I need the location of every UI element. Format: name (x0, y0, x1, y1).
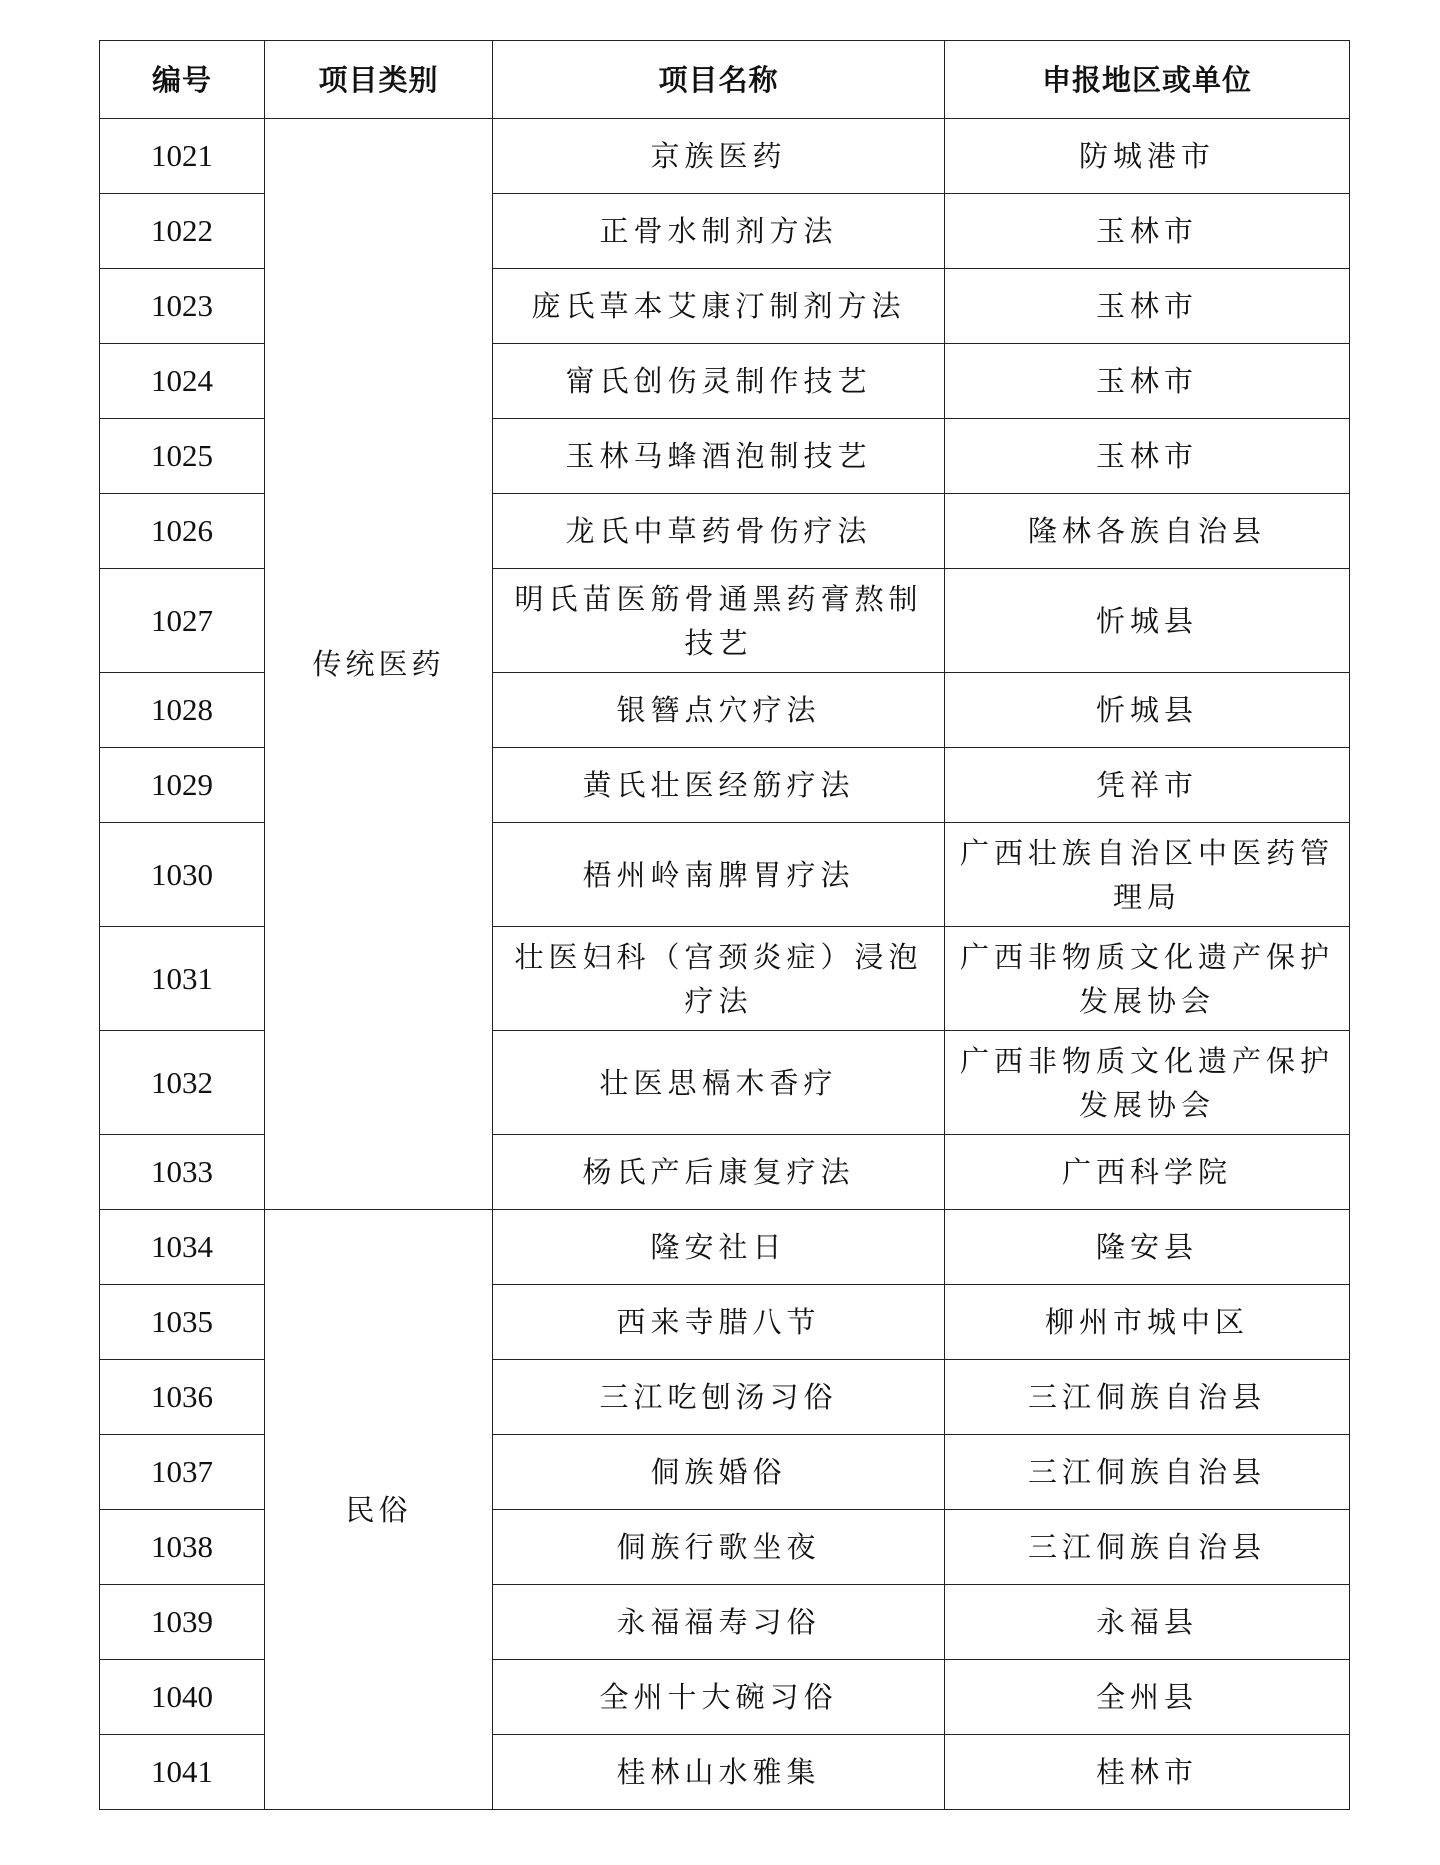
project-name: 明氏苗医筋骨通黑药膏熬制技艺 (493, 569, 945, 673)
project-name: 桂林山水雅集 (493, 1735, 945, 1810)
project-number: 1028 (100, 673, 265, 748)
project-name: 西来寺腊八节 (493, 1285, 945, 1360)
project-number: 1038 (100, 1510, 265, 1585)
project-number: 1029 (100, 748, 265, 823)
project-region: 三江侗族自治县 (945, 1435, 1350, 1510)
project-region: 玉林市 (945, 344, 1350, 419)
project-number: 1026 (100, 494, 265, 569)
project-region: 防城港市 (945, 119, 1350, 194)
table-body (100, 119, 1350, 1810)
project-number: 1022 (100, 194, 265, 269)
project-name: 甯氏创伤灵制作技艺 (493, 344, 945, 419)
project-number: 1035 (100, 1285, 265, 1360)
project-number: 1021 (100, 119, 265, 194)
project-region: 玉林市 (945, 419, 1350, 494)
project-number: 1037 (100, 1435, 265, 1510)
project-region: 永福县 (945, 1585, 1350, 1660)
project-region: 忻城县 (945, 673, 1350, 748)
project-name: 庞氏草本艾康汀制剂方法 (493, 269, 945, 344)
project-name: 正骨水制剂方法 (493, 194, 945, 269)
project-name: 京族医药 (493, 119, 945, 194)
project-name: 玉林马蜂酒泡制技艺 (493, 419, 945, 494)
project-number: 1023 (100, 269, 265, 344)
project-number: 1036 (100, 1360, 265, 1435)
table-row (100, 1210, 1350, 1285)
project-region: 广西壮族自治区中医药管理局 (945, 823, 1350, 927)
header-category: 项目类别 (265, 41, 493, 119)
category-cell: 民俗 (265, 1210, 493, 1810)
project-region: 桂林市 (945, 1735, 1350, 1810)
project-region: 柳州市城中区 (945, 1285, 1350, 1360)
project-name: 壮医妇科（宫颈炎症）浸泡疗法 (493, 927, 945, 1031)
project-region: 凭祥市 (945, 748, 1350, 823)
project-name: 侗族婚俗 (493, 1435, 945, 1510)
table-row (100, 119, 1350, 194)
project-number: 1030 (100, 823, 265, 927)
project-region: 玉林市 (945, 269, 1350, 344)
project-name: 银簪点穴疗法 (493, 673, 945, 748)
project-region: 隆林各族自治县 (945, 494, 1350, 569)
project-name: 三江吃刨汤习俗 (493, 1360, 945, 1435)
project-number: 1031 (100, 927, 265, 1031)
project-region: 三江侗族自治县 (945, 1510, 1350, 1585)
project-name: 梧州岭南脾胃疗法 (493, 823, 945, 927)
project-name: 侗族行歌坐夜 (493, 1510, 945, 1585)
table-header (100, 41, 1350, 119)
header-number: 编号 (100, 41, 265, 119)
project-number: 1041 (100, 1735, 265, 1810)
header-row (100, 41, 1350, 119)
project-region: 广西非物质文化遗产保护发展协会 (945, 1031, 1350, 1135)
project-number: 1032 (100, 1031, 265, 1135)
project-name: 龙氏中草药骨伤疗法 (493, 494, 945, 569)
project-region: 忻城县 (945, 569, 1350, 673)
project-number: 1039 (100, 1585, 265, 1660)
project-region: 全州县 (945, 1660, 1350, 1735)
project-number: 1040 (100, 1660, 265, 1735)
project-number: 1027 (100, 569, 265, 673)
header-project-name: 项目名称 (493, 41, 945, 119)
project-number: 1033 (100, 1135, 265, 1210)
project-name: 隆安社日 (493, 1210, 945, 1285)
project-region: 广西科学院 (945, 1135, 1350, 1210)
project-region: 玉林市 (945, 194, 1350, 269)
header-region: 申报地区或单位 (945, 41, 1350, 119)
project-region: 三江侗族自治县 (945, 1360, 1350, 1435)
heritage-project-table (99, 40, 1350, 1810)
project-region: 隆安县 (945, 1210, 1350, 1285)
project-name: 全州十大碗习俗 (493, 1660, 945, 1735)
project-name: 黄氏壮医经筋疗法 (493, 748, 945, 823)
project-name: 杨氏产后康复疗法 (493, 1135, 945, 1210)
project-number: 1034 (100, 1210, 265, 1285)
project-region: 广西非物质文化遗产保护发展协会 (945, 927, 1350, 1031)
category-cell: 传统医药 (265, 119, 493, 1210)
project-number: 1024 (100, 344, 265, 419)
project-number: 1025 (100, 419, 265, 494)
project-name: 壮医思槅木香疗 (493, 1031, 945, 1135)
project-name: 永福福寿习俗 (493, 1585, 945, 1660)
